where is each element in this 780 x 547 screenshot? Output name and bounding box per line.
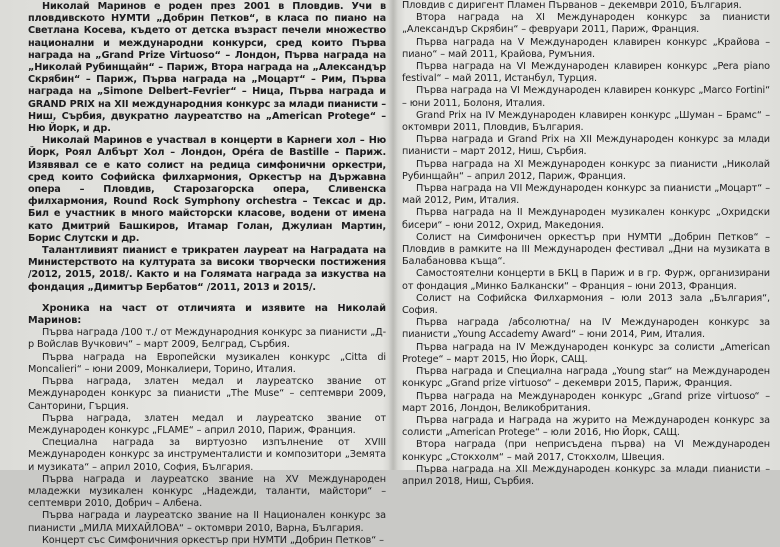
- award-item: Концерт със Симфоничния оркестър при НУМТИ „Добрин Петков“ –: [42, 534, 384, 546]
- award-item: Първа награда и Специална награда „Young star“ на Международен конкурс „Grand prize virtuoso“ – декември 2015, Париж, Франция.: [402, 366, 770, 390]
- award-item: Първа награда на VII Международен конкурс за пианисти „Моцарт“ – май 2012, Рим, Италия.: [402, 183, 770, 207]
- bio-paragraph-3: Талантливият пианист е трикратен лауреат на Наградата на Министерството на културата за високи творчески постижения /2012, 2015, 2018/. Както и на Голямата награда за изкуства на фондация „Димитър Бербатов“ /2011, 2013 и 2015/.: [28, 245, 386, 293]
- award-item: Първа награда и лауреатско звание на II Национален конкурс за пианисти „МИЛА МИХАЙЛОВА“ – октомври 2010, Варна, България.: [28, 510, 386, 534]
- award-item: Първа награда и Grand Prix на XII Международен конкурс за млади пианисти – март 2012, Ниш, Сърбия.: [402, 134, 770, 158]
- chronicle-heading: Хроника на част от отличията и изявите на Николай Маринов:: [28, 302, 386, 327]
- award-item: Grand Prix на IV Международен клавирен конкурс „Шуман – Брамс“ – октомври 2011, Пловдив, България.: [402, 109, 770, 134]
- award-item: Първа награда на XII Международен конкурс за млади пианисти – април 2018, Ниш, Сърбия.: [402, 463, 770, 487]
- award-item: Първа награда /абсолютна/ на IV Международен конкурс за пианисти „Young Accademy Award“ – юни 2014, Рим, Италия.: [402, 317, 770, 341]
- award-item: Първа награда на VI Международен клавирен конкурс „Marco Fortini“ – юни 2011, Болоня, Италия.: [402, 85, 770, 109]
- award-item: Първа награда и лауреатско звание на XV Международен младежки музикален конкурс „Надежди, таланти, майстори“ – септември 2010, Добрич – Албена.: [28, 473, 386, 510]
- award-item: Втора награда (при неприсъдена първа) на VI Международен конкурс „Стокхолм“ – май 2017, Стокхолм, Швеция.: [402, 439, 770, 463]
- page-fold: [388, 0, 398, 470]
- award-item: Първа награда на Европейски музикален конкурс „Citta di Moncalieri“ – юни 2009, Монкалиери, Торино, Италия.: [28, 351, 386, 375]
- left-column: [28, 0, 386, 546]
- award-item: Първа награда на Международен конкурс „Grand prize virtuoso“ – март 2016, Лондон, Великобритания.: [402, 390, 770, 414]
- award-item: Първа награда на VI Международен клавирен конкурс „Pera piano festival“ – май 2011, Истанбул, Турция.: [402, 61, 770, 85]
- award-item: Първа награда /100 т./ от Международния конкурс за пианисти „Д-р Войслав Вучкович“ – март 2009, Белград, Сърбия.: [28, 327, 386, 351]
- award-continuation: Пловдив с диригент Пламен Първанов – декември 2010, България.: [402, 0, 742, 11]
- award-item: Първа награда, златен медал и лауреатско звание от Международен конкурс „FLAME“ – април 2010, Париж, Франция.: [28, 412, 386, 436]
- award-item: Солист на Софийска Филхармония – юли 2013 зала „България“, София.: [402, 292, 770, 317]
- award-item: Първа награда на V Международен клавирен конкурс „Крайова – пиано“ – май 2011, Крайова, Румъния.: [402, 36, 770, 60]
- right-column: [402, 0, 770, 487]
- award-item: Първа награда, златен медал и лауреатско звание от Международен конкурс за пианисти „The Muse“ – септември 2009, Санторини, Гърция.: [28, 376, 386, 412]
- award-item: Първа награда на XI Международен конкурс за пианисти „Николай Рубинщайн“ – април 2012, Париж, Франция.: [402, 158, 770, 182]
- award-item: Самостоятелни концерти в БКЦ в Париж и в гр. Фурж, организирани от фондация „Минко Балкански“ – Франция – юни 2013, Франция.: [402, 268, 770, 292]
- award-item: Втора награда на XI Международен конкурс за пианисти „Александър Скрябин“ – февруари 2011, Париж, Франция.: [402, 12, 770, 36]
- bio-paragraph-1: Николай Маринов е роден през 2001 в Пловдив. Учи в пловдивското НУМТИ „Добрин Петков“, в класа по пиано на Светлана Косева, където от детска възраст печели множество национални и международни конкурси, сред които Първа награда на „Grand Prize Virtuoso“ – Лондон, Първа награда на „Николай Рубинщайн“ – Париж, Втора награда на „Александър Скрябин“ – Париж, Първа награда на „Моцарт“ – Рим, Първа награда на „Simone Delbert–Fevrier“ – Ница, Първа награда и GRAND PRIX на XII международния конкурс за млади пианисти – Ниш, Сърбия, двукратно лауреатство на „American Protege“ – Ню Йорк, и др.: [28, 1, 386, 135]
- award-item: Първа награда на II Международен музикален конкурс „Охридски бисери“ – юни 2012, Охрид, Македония.: [402, 207, 770, 231]
- award-item: Първа награда и Награда на журито на Международен конкурс за солисти „American Protege“ – юли 2016, Ню Йорк, САЩ.: [402, 414, 770, 439]
- award-item: Първа награда на IV Международен конкурс за солисти „American Protege“ – март 2015, Ню Йорк, САЩ.: [402, 341, 770, 365]
- bio-paragraph-2: Николай Маринов е участвал в концерти в Карнеги хол – Ню Йорк, Роял Албърт Хол – Лондон, Opéra de Bastille – Париж. Изявявал се е като солист на редица симфонични оркестри, сред които Софийска филхармония, Оркестър на Държавна опера – Пловдив, Старозагорска опера, Сливенска филхармония, Round Rock Symphony orchestra – Тексас и др. Бил е участник в много майсторски класове, водени от имена като Дмитрий Башкиров, Итамар Голан, Джулиан Мартин, Борис Слутски и др.: [28, 135, 386, 244]
- award-item: Солист на Симфоничен оркестър при НУМТИ „Добрин Петков“ – Пловдив в рамките на III Международен фестивал „Дни на музиката в Балабановва къща“.: [402, 231, 770, 268]
- award-item: Специална награда за виртуозно изпълнение от XVIII Международен конкурс за инструменталисти и композитори „Земята и музиката“ – април 2010, София, България.: [28, 437, 386, 473]
